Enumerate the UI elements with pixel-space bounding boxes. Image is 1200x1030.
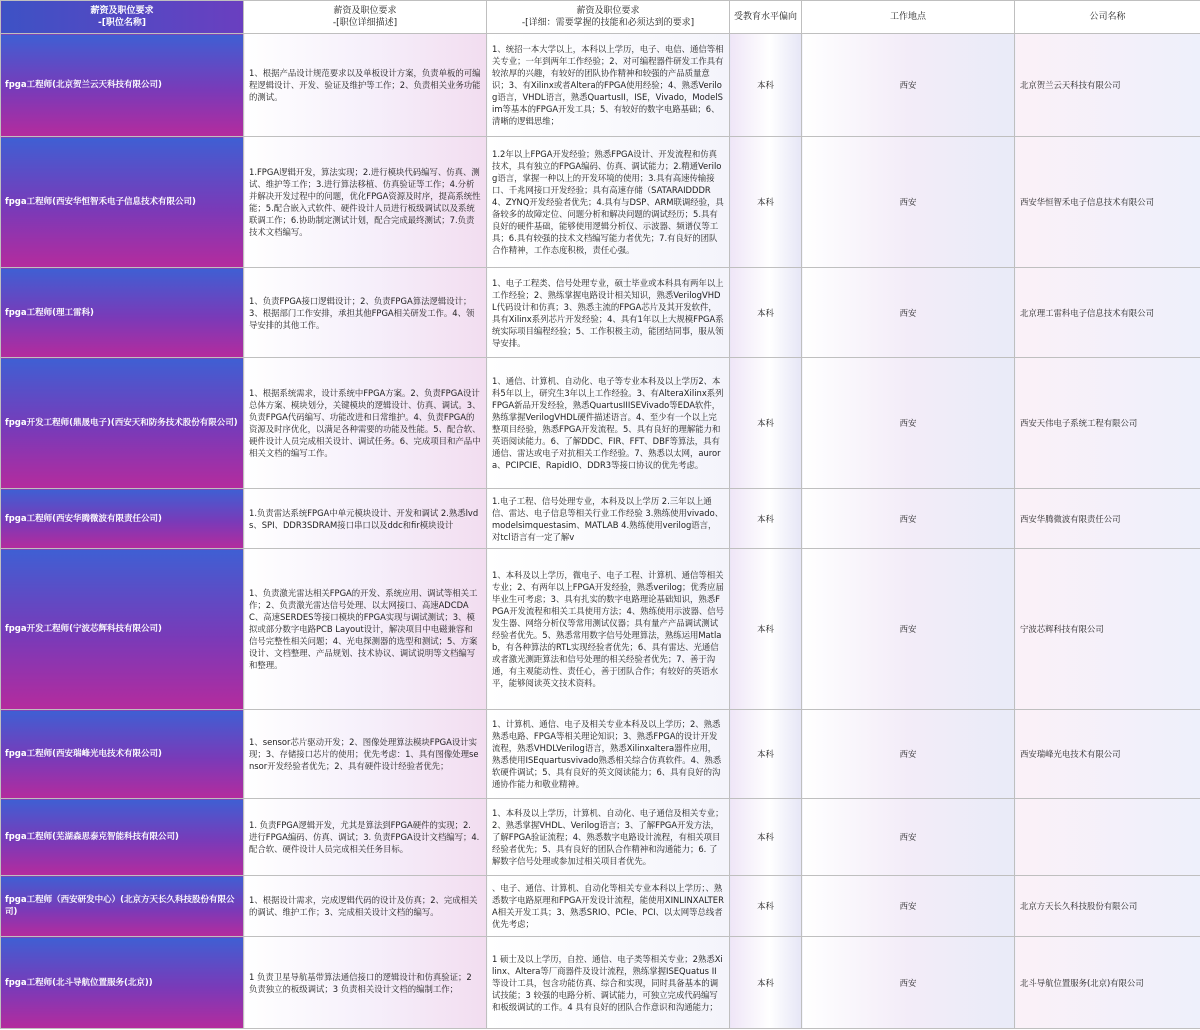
company-cell: [1015, 876, 1200, 937]
company-cell-text: 西安华恒智禾电子信息技术有限公司: [1020, 197, 1154, 207]
job-description-cell-text: 1、sensor芯片驱动开发；2、图像处理算法模块FPGA设计实现；3、存储接口芯片的使用；优先考虑：1、具有图像处理sensor开发经验者优先；2、具有硬件设计经验者优先；: [249, 737, 479, 771]
header-job-title: 薪资及职位要求 -[职位名称]: [1, 1, 244, 34]
company-cell: [1015, 358, 1200, 489]
requirements-cell-text: 1.电子工程、信号处理专业，本科及以上学历 2.三年以上通信、雷达、电子信息等相关行业工作经验 3.熟练使用vivado、modelsimquestasim、MATLAB 4.熟练使用verilog语言，对tcl语言有一定了解v: [492, 495, 724, 542]
table-row: [1, 489, 1200, 549]
job-title-cell-text: fpga工程师(芜湖森思泰克智能科技有限公司): [5, 832, 179, 842]
requirements-cell: [487, 137, 730, 268]
job-description-cell-text: 1.FPGA逻辑开发，算法实现；2.进行模块代码编写、仿真、测试、维护等工作；3.进行算法移植、仿真验证等工作；4.分析并解决开发过程中的问题，优化FPGA资源及时序，提高系统性能；5.配合嵌入式软件、硬件设计人员进行板级调试以及系统联调工作；6.协助制定测试计划，配合完成最终测试；7.负责技术文档编写。: [249, 167, 481, 237]
job-description-cell: [244, 489, 487, 549]
company-cell: [1015, 489, 1200, 549]
job-description-cell-text: 1、负责激光雷达相关FPGA的开发、系统应用、调试等相关工作；2、负责激光雷达信号处理、以太网接口、高速ADCDAC、高速SERDES等接口模块的FPGA实现与调试测试；3、模拟或部分数字电路PCB Layout设计，解决项目中电磁兼容和信号完整性相关问题；4、光电探测器的选型和测试；5、方案设计、文档整理、产品规划、技术协议、调试说明等文档编写和整理。: [249, 588, 478, 670]
job-title-cell-text: fpga工程师(理工雷科): [5, 307, 94, 318]
company-cell-text: 西安华腾微波有限责任公司: [1020, 513, 1121, 524]
education-cell: [730, 937, 802, 1029]
company-cell: [1015, 710, 1200, 799]
job-description-cell-text: 1 负责卫星导航基带算法通信接口的逻辑设计和仿真验证；2 负责独立的板级调试；3 负责相关设计文档的编制工作；: [249, 971, 472, 994]
location-cell-text: 西安: [899, 832, 917, 842]
job-title-cell: [1, 876, 244, 937]
location-cell: [802, 799, 1015, 876]
location-cell-text: 西安: [899, 197, 917, 207]
location-cell-text: 西安: [899, 977, 917, 988]
location-cell: [802, 34, 1015, 137]
education-cell-text: 本科: [757, 749, 774, 759]
education-cell: [730, 137, 802, 268]
education-cell: [730, 358, 802, 489]
table-row: [1, 34, 1200, 137]
job-description-cell-text: 1、负责FPGA接口逻辑设计；2、负责FPGA算法逻辑设计；3、根据部门工作安排，承担其他FPGA相关研发工作。4、领导安排的其他工作。: [249, 295, 475, 330]
location-cell: [802, 268, 1015, 358]
job-description-cell: [244, 549, 487, 710]
job-title-cell: [1, 549, 244, 710]
education-cell: [730, 710, 802, 799]
company-cell: [1015, 937, 1200, 1029]
education-cell-text: 本科: [757, 624, 774, 634]
job-title-cell: [1, 799, 244, 876]
requirements-cell: [487, 710, 730, 799]
job-title-cell-text: fpga工程师(西安华腾微波有限责任公司): [5, 513, 162, 524]
job-title-cell: [1, 268, 244, 358]
requirements-cell-text: 、电子、通信、计算机、自动化等相关专业本科以上学历；、熟悉数字电路原理和FPGA开发设计流程，能使用XINLINXALTERA相关开发工具；3、熟悉SRIO、PCIe、PCI、以太网等总线者优先考虑；: [492, 883, 724, 929]
table-row: [1, 876, 1200, 937]
location-cell-text: 西安: [899, 624, 917, 634]
education-cell: [730, 268, 802, 358]
location-cell-text: 西安: [899, 513, 917, 524]
location-cell: [802, 137, 1015, 268]
company-cell-text: 北斗导航位置服务(北京)有限公司: [1020, 977, 1144, 988]
education-cell: [730, 799, 802, 876]
location-cell-text: 西安: [899, 749, 917, 759]
requirements-cell: [487, 489, 730, 549]
job-description-cell-text: 1、根据设计需求，完成逻辑代码的设计及仿真；2、完成相关的调试、维护工作；3、完成相关设计文档的编写。: [249, 895, 478, 917]
requirements-cell: [487, 268, 730, 358]
header-job-description: 薪资及职位要求 -[职位详细描述]: [244, 1, 487, 34]
requirements-cell-text: 1、统招一本大学以上，本科以上学历，电子、电信、通信等相关专业；一年到两年工作经验；2、对可编程器件研发工作具有较浓厚的兴趣，有较好的团队协作精神和较强的产品质量意识；3、有Xilinx或者Altera的FPGA使用经验；4、熟悉Verilog语言，VHDL语言，熟悉QuartusII，ISE，Vivado，ModelSim等基本的FPGA开发工具；5、有较好的数字电路基础；6、清晰的逻辑思维；: [492, 44, 724, 126]
requirements-cell: [487, 937, 730, 1029]
requirements-cell-text: 1.2年以上FPGA开发经验；熟悉FPGA设计、开发流程和仿真技术，具有独立的FPGA编码、仿真、调试能力；2.精通Verilog语言，掌握一种以上的开发环境的使用；3.具有高速传输接口、千兆网接口开发经验；具有高速存储（SATARAIDDDR4、ZYNQ开发经验者优先；4.具有与DSP、ARM联调经验，具备较多的故障定位、问题分析和解决问题的调试经历；5.具有良好的硬件基础，能够使用逻辑分析仪、示波器、频谱仪等工具；6.具有较强的技术文档编写能力者优先；7.有良好的团队合作精神，工作态度积极，责任心强。: [492, 149, 724, 255]
company-cell-text: 北京方天长久科技股份有限公司: [1020, 901, 1138, 911]
location-cell: [802, 549, 1015, 710]
requirements-cell-text: 1、电子工程类、信号处理专业，硕士毕业或本科具有两年以上工作经验；2、熟练掌握电路设计相关知识，熟悉VerilogVHDL代码设计和仿真；3、熟悉主流的FPGA芯片及其开发软件，具有Xilinx系列芯片开发经验；4、具有1年以上大规模FPGA系统实际项目编程经验；5、工作积极主动，能团结同事，服从领导安排。: [492, 277, 724, 348]
education-cell-text: 本科: [757, 197, 774, 207]
job-title-cell: [1, 710, 244, 799]
education-cell: [730, 549, 802, 710]
job-description-cell-text: 1、根据系统需求，设计系统中FPGA方案。2、负责FPGA设计总体方案、模块划分，关键模块的逻辑设计、仿真、调试。3、负责FPGA代码编写、功能改进和日常维护。4、负责FPGA的资源及时序优化，以满足各种需要的功能及性能。5、配合软、硬件设计人员完成相关设计、调试任务。6、完成项目和产品中相关文档的编写工作。: [249, 388, 481, 458]
education-cell-text: 本科: [757, 418, 774, 428]
company-cell: [1015, 137, 1200, 268]
header-company: 公司名称: [1015, 1, 1200, 34]
requirements-cell-text: 1、通信、计算机、自动化、电子等专业本科及以上学历2、本科5年以上，研究生3年以上工作经验。3、有AlteraXilinx系列FPGA新品开发经验，熟悉QuartusIIISEVivado等EDA软件，熟练掌握VerilogVHDL硬件描述语言。4、至少有一个以上完整项目经验，熟悉FPGA开发流程。5、具有良好的理解能力和英语阅读能力。6、了解DDC、FIR、FFT、DBF等算法，具有通信、雷达或电子对抗相关工作经验。7、熟悉以太网，aurora、PCIPCIE、RapidIO、DDR3等接口协议的优先考虑。: [492, 376, 724, 470]
header-requirements: 薪资及职位要求 -[详细：需要掌握的技能和必须达到的要求]: [487, 1, 730, 34]
requirements-cell: [487, 549, 730, 710]
header-row: [1, 1, 1200, 34]
table-row: [1, 137, 1200, 268]
company-cell: [1015, 799, 1200, 876]
location-cell-text: 西安: [899, 901, 917, 911]
location-cell: [802, 489, 1015, 549]
table-row: [1, 549, 1200, 710]
job-description-cell-text: 1、根据产品设计规范要求以及单板设计方案，负责单板的可编程逻辑设计、开发、验证及维护等工作；2、负责相关业务功能的测试。: [249, 68, 481, 102]
table-row: [1, 937, 1200, 1029]
location-cell-text: 西安: [899, 80, 917, 90]
company-cell: [1015, 34, 1200, 137]
table-row: [1, 799, 1200, 876]
requirements-cell-text: 1、本科及以上学历，微电子、电子工程、计算机、通信等相关专业；2、有两年以上FPGA开发经验，熟悉verilog；优秀应届毕业生可考虑；3、具有扎实的数字电路理论基础知识，熟悉FPGA开发流程和相关工具使用方法；4、熟练使用示波器、信号发生器、网络分析仪等常用测试仪器；具有量产产品调试测试经验者优先。5、熟悉常用数字信号处理算法，熟练运用Matlab，有各种算法的RTL实现经验者优先；6、具有雷达、光通信或者激光测距算法和信号处理的相关经验者优先；7、善于沟通，有主观能动性、责任心，善于团队合作；有较好的英语水平，能够阅读英文技术资料。: [492, 570, 724, 688]
requirements-cell: [487, 358, 730, 489]
requirements-cell-text: 1 硕士及以上学历，自控、通信、电子类等相关专业；2熟悉Xilinx、Altera等厂商器件及设计流程，熟练掌握ISEQuatus II等设计工具，包含功能仿真、综合和实现，同时具备基本的调试技能；3 较强的电路分析、调试能力，可独立完成代码编写和板级调试的工作。4 具有良好的团队合作意识和沟通能力；: [492, 953, 723, 1012]
education-cell: [730, 489, 802, 549]
company-cell-text: 西安瑞峰光电技术有限公司: [1020, 749, 1121, 759]
company-cell: [1015, 549, 1200, 710]
job-description-cell: [244, 937, 487, 1029]
requirements-cell: [487, 34, 730, 137]
education-cell-text: 本科: [757, 901, 774, 911]
company-cell-text: 北京理工雷科电子信息技术有限公司: [1020, 307, 1154, 318]
job-description-cell: [244, 710, 487, 799]
job-description-cell-text: 1.负责雷达系统FPGA中单元模块设计、开发和调试 2.熟悉lvds、SPI、DDR3SDRAM接口串口以及ddc和fir模块设计: [249, 507, 479, 530]
job-description-cell: [244, 137, 487, 268]
table-row: [1, 358, 1200, 489]
company-cell-text: 北京贺兰云天科技有限公司: [1020, 80, 1121, 90]
education-cell: [730, 34, 802, 137]
job-description-cell: [244, 358, 487, 489]
table-row: [1, 268, 1200, 358]
job-title-cell: [1, 358, 244, 489]
job-title-cell: [1, 34, 244, 137]
requirements-cell: [487, 876, 730, 937]
location-cell: [802, 710, 1015, 799]
education-cell-text: 本科: [757, 513, 774, 524]
location-cell: [802, 876, 1015, 937]
location-cell: [802, 358, 1015, 489]
education-cell-text: 本科: [757, 977, 774, 988]
job-description-cell: [244, 34, 487, 137]
company-cell-text: 西安天伟电子系统工程有限公司: [1020, 418, 1138, 428]
requirements-cell: [487, 799, 730, 876]
job-title-cell-text: fpga开发工程师(鼎晟电子)(西安天和防务技术股份有限公司): [5, 418, 238, 428]
company-cell-text: 宁波芯辉科技有限公司: [1020, 624, 1104, 634]
requirements-cell-text: 1、计算机、通信、电子及相关专业本科及以上学历；2、熟悉熟悉电路、FPGA等相关理论知识；3、熟悉FPGA的设计开发流程，熟悉VHDLVerilog语言，熟悉Xilinxaltera器件应用，熟悉使用ISEquartusvivado熟悉相关综合仿真软件。4、熟悉软硬件调试；5、具有良好的英文阅读能力；6、具有良好的沟通协作能力和敬业精神。: [492, 719, 722, 789]
education-cell-text: 本科: [757, 832, 774, 842]
job-description-cell: [244, 799, 487, 876]
header-education: 受教育水平偏向: [730, 1, 802, 34]
education-cell-text: 本科: [757, 80, 774, 90]
company-cell: [1015, 268, 1200, 358]
location-cell-text: 西安: [899, 307, 917, 318]
job-title-cell-text: fpga工程师(西安瑞峰光电技术有限公司): [5, 749, 162, 759]
requirements-cell-text: 1、本科及以上学历，计算机、自动化、电子通信及相关专业；2、熟悉掌握VHDL、Verilog语言；3、了解FPGA开发方法，了解FPGA验证流程；4、熟悉数字电路设计流程，有相关项目经验者优先；5、具有良好的团队合作精神和沟通能力；6. 了解数字信号处理或参加过相关项目者优先。: [492, 808, 724, 866]
location-cell: [802, 937, 1015, 1029]
education-cell: [730, 876, 802, 937]
job-title-cell-text: fpga开发工程师(宁波芯辉科技有限公司): [5, 624, 162, 634]
job-title-cell: [1, 937, 244, 1029]
education-cell-text: 本科: [757, 307, 774, 318]
header-location: 工作地点: [802, 1, 1015, 34]
job-title-cell-text: fpga工程师(北京贺兰云天科技有限公司): [5, 80, 162, 90]
job-title-cell-text: fpga工程师（西安研发中心）(北京方天长久科技股份有限公司): [5, 895, 235, 917]
job-title-cell: [1, 489, 244, 549]
location-cell-text: 西安: [899, 418, 917, 428]
job-title-cell-text: fpga工程师(西安华恒智禾电子信息技术有限公司): [5, 197, 196, 207]
job-title-cell-text: fpga工程师(北斗导航位置服务(北京)): [5, 977, 153, 988]
table-row: [1, 710, 1200, 799]
job-description-cell-text: 1. 负责FPGA逻辑开发，尤其是算法到FPGA硬件的实现；2. 进行FPGA编码、仿真、调试；3. 负责FPGA设计文档编写；4. 配合软、硬件设计人员完成相关任务目标。: [249, 820, 480, 854]
job-description-cell: [244, 268, 487, 358]
job-title-cell: [1, 137, 244, 268]
job-description-cell: [244, 876, 487, 937]
